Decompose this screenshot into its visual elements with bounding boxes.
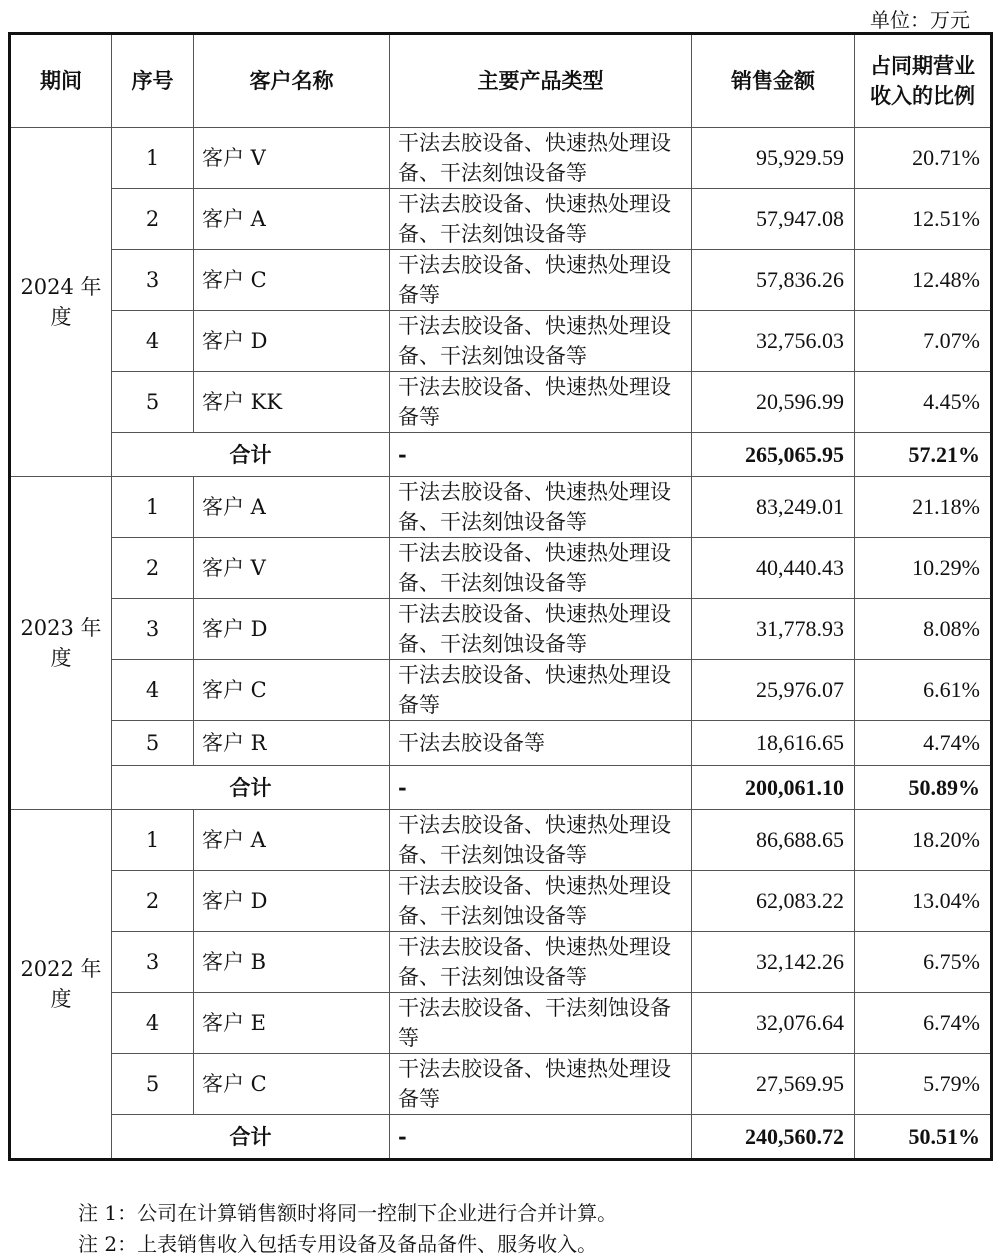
unit-label: 单位：万元 — [870, 8, 970, 32]
customer-name: 客户 A — [194, 477, 390, 538]
product-type: 干法去胶设备、快速热处理设备、干法刻蚀设备等 — [390, 311, 692, 372]
table-row — [10, 932, 992, 993]
customer-name: 客户 D — [194, 871, 390, 932]
product-type: 干法去胶设备、快速热处理设备、干法刻蚀设备等 — [390, 477, 692, 538]
table-row — [10, 660, 992, 721]
table-row — [10, 721, 992, 766]
table-row — [10, 372, 992, 433]
row-number: 2 — [112, 189, 194, 250]
total-ratio: 50.89% — [855, 766, 992, 810]
product-type: 干法去胶设备、快速热处理设备、干法刻蚀设备等 — [390, 810, 692, 871]
row-number: 1 — [112, 810, 194, 871]
revenue-ratio: 18.20% — [855, 810, 992, 871]
row-number: 2 — [112, 538, 194, 599]
revenue-ratio: 20.71% — [855, 128, 992, 189]
sales-amount: 32,142.26 — [692, 932, 855, 993]
product-type: 干法去胶设备、快速热处理设备、干法刻蚀设备等 — [390, 128, 692, 189]
total-product: - — [390, 766, 692, 810]
revenue-ratio: 13.04% — [855, 871, 992, 932]
row-number: 5 — [112, 721, 194, 766]
customer-name: 客户 D — [194, 311, 390, 372]
total-product: - — [390, 433, 692, 477]
product-type: 干法去胶设备、快速热处理设备、干法刻蚀设备等 — [390, 189, 692, 250]
row-number: 3 — [112, 250, 194, 311]
header-amount: 销售金额 — [692, 34, 855, 128]
total-label: 合计 — [112, 766, 390, 810]
revenue-ratio: 10.29% — [855, 538, 992, 599]
table-row — [10, 599, 992, 660]
period-cell: 2022 年度 — [10, 810, 112, 1160]
customer-name: 客户 V — [194, 538, 390, 599]
row-number: 3 — [112, 599, 194, 660]
product-type: 干法去胶设备、干法刻蚀设备等 — [390, 993, 692, 1054]
table-row — [10, 538, 992, 599]
sales-amount: 32,076.64 — [692, 993, 855, 1054]
product-type: 干法去胶设备、快速热处理设备、干法刻蚀设备等 — [390, 599, 692, 660]
note-2: 注 2：上表销售收入包括专用设备及备品备件、服务收入。 — [78, 1232, 598, 1256]
sales-amount: 25,976.07 — [692, 660, 855, 721]
customer-name: 客户 C — [194, 250, 390, 311]
customer-name: 客户 E — [194, 993, 390, 1054]
revenue-ratio: 12.48% — [855, 250, 992, 311]
product-type: 干法去胶设备等 — [390, 721, 692, 766]
table-row — [10, 871, 992, 932]
total-amount: 240,560.72 — [692, 1115, 855, 1160]
product-type: 干法去胶设备、快速热处理设备、干法刻蚀设备等 — [390, 932, 692, 993]
table-row — [10, 477, 992, 538]
row-number: 4 — [112, 660, 194, 721]
total-product: - — [390, 1115, 692, 1160]
sales-amount: 18,616.65 — [692, 721, 855, 766]
note-1: 注 1：公司在计算销售额时将同一控制下企业进行合并计算。 — [78, 1201, 618, 1225]
row-number: 3 — [112, 932, 194, 993]
sales-amount: 62,083.22 — [692, 871, 855, 932]
product-type: 干法去胶设备、快速热处理设备、干法刻蚀设备等 — [390, 538, 692, 599]
customer-name: 客户 A — [194, 810, 390, 871]
total-label: 合计 — [112, 1115, 390, 1160]
revenue-ratio: 5.79% — [855, 1054, 992, 1115]
notes — [78, 1198, 617, 1260]
sales-amount: 20,596.99 — [692, 372, 855, 433]
product-type: 干法去胶设备、快速热处理设备等 — [390, 372, 692, 433]
revenue-ratio: 8.08% — [855, 599, 992, 660]
sales-amount: 31,778.93 — [692, 599, 855, 660]
row-number: 1 — [112, 128, 194, 189]
product-type: 干法去胶设备、快速热处理设备等 — [390, 250, 692, 311]
product-type: 干法去胶设备、快速热处理设备等 — [390, 1054, 692, 1115]
period-cell: 2023 年度 — [10, 477, 112, 810]
table-row — [10, 250, 992, 311]
revenue-ratio: 12.51% — [855, 189, 992, 250]
revenue-ratio: 6.74% — [855, 993, 992, 1054]
revenue-ratio: 6.75% — [855, 932, 992, 993]
customer-name: 客户 KK — [194, 372, 390, 433]
table-row — [10, 311, 992, 372]
period-cell: 2024 年度 — [10, 128, 112, 477]
customer-name: 客户 C — [194, 660, 390, 721]
product-type: 干法去胶设备、快速热处理设备、干法刻蚀设备等 — [390, 871, 692, 932]
total-amount: 200,061.10 — [692, 766, 855, 810]
row-number: 1 — [112, 477, 194, 538]
sales-amount: 32,756.03 — [692, 311, 855, 372]
row-number: 2 — [112, 871, 194, 932]
sales-amount: 27,569.95 — [692, 1054, 855, 1115]
sales-amount: 57,947.08 — [692, 189, 855, 250]
table-row — [10, 993, 992, 1054]
total-ratio: 57.21% — [855, 433, 992, 477]
total-row — [10, 433, 992, 477]
sales-amount: 40,440.43 — [692, 538, 855, 599]
top-customers-table — [8, 32, 993, 1161]
revenue-ratio: 21.18% — [855, 477, 992, 538]
revenue-ratio: 4.45% — [855, 372, 992, 433]
total-amount: 265,065.95 — [692, 433, 855, 477]
table-row — [10, 189, 992, 250]
total-row — [10, 1115, 992, 1160]
table-row — [10, 128, 992, 189]
revenue-ratio: 7.07% — [855, 311, 992, 372]
revenue-ratio: 6.61% — [855, 660, 992, 721]
header-customer: 客户名称 — [194, 34, 390, 128]
sales-amount: 95,929.59 — [692, 128, 855, 189]
row-number: 5 — [112, 372, 194, 433]
sales-amount: 57,836.26 — [692, 250, 855, 311]
row-number: 4 — [112, 993, 194, 1054]
customer-name: 客户 V — [194, 128, 390, 189]
customer-name: 客户 B — [194, 932, 390, 993]
row-number: 5 — [112, 1054, 194, 1115]
sales-amount: 86,688.65 — [692, 810, 855, 871]
header-period: 期间 — [10, 34, 112, 128]
total-row — [10, 766, 992, 810]
header-row — [10, 34, 992, 128]
table-row — [10, 810, 992, 871]
revenue-ratio: 4.74% — [855, 721, 992, 766]
table-row — [10, 1054, 992, 1115]
header-ratio: 占同期营业收入的比例 — [855, 34, 992, 128]
row-number: 4 — [112, 311, 194, 372]
total-label: 合计 — [112, 433, 390, 477]
customer-name: 客户 D — [194, 599, 390, 660]
product-type: 干法去胶设备、快速热处理设备等 — [390, 660, 692, 721]
header-no: 序号 — [112, 34, 194, 128]
sales-amount: 83,249.01 — [692, 477, 855, 538]
total-ratio: 50.51% — [855, 1115, 992, 1160]
header-product: 主要产品类型 — [390, 34, 692, 128]
customer-name: 客户 R — [194, 721, 390, 766]
customer-name: 客户 A — [194, 189, 390, 250]
customer-name: 客户 C — [194, 1054, 390, 1115]
